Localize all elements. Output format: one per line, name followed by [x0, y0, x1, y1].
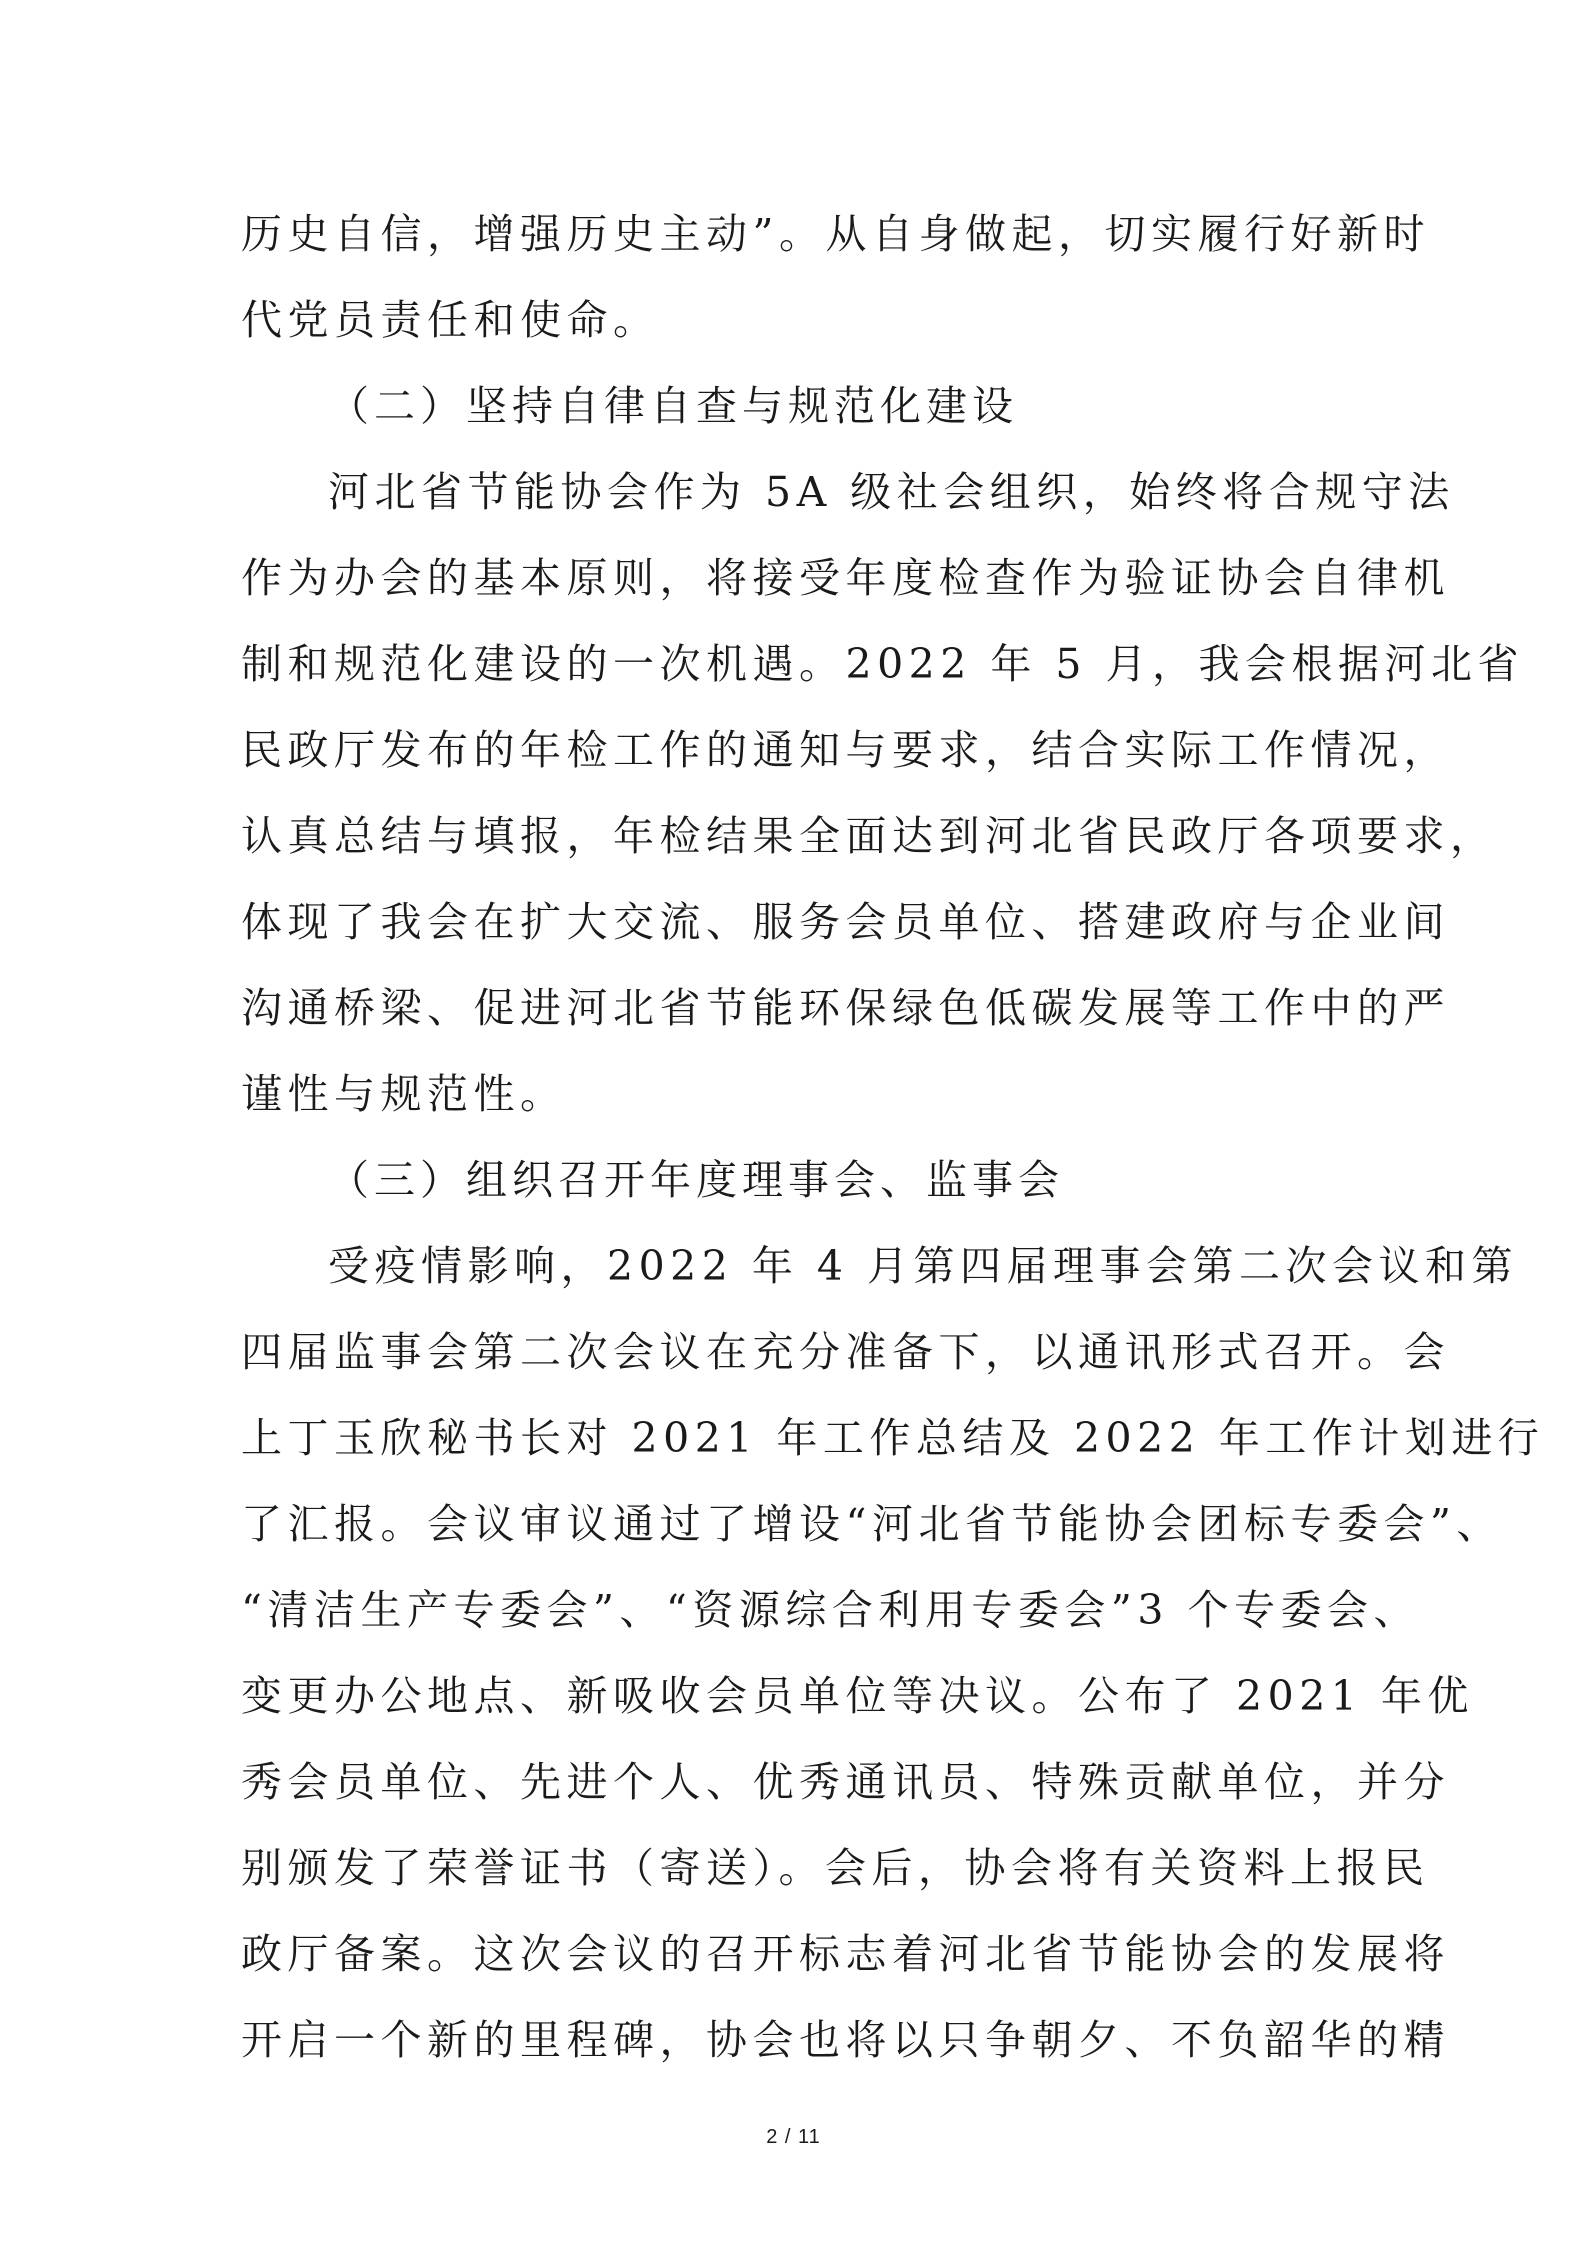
paragraph-line: 了汇报。会议审议通过了增设“河北省节能协会团标专委会”、 — [241, 1500, 1503, 1548]
paragraph-line: 受疫情影响，2022 年 4 月第四届理事会第二次会议和第 — [328, 1242, 1519, 1290]
paragraph-line: 制和规范化建设的一次机遇。2022 年 5 月，我会根据河北省 — [241, 640, 1525, 688]
paragraph-line: 秀会员单位、先进个人、优秀通讯员、特殊贡献单位，并分 — [241, 1758, 1450, 1806]
paragraph-line: 河北省节能协会作为 5A 级社会组织，始终将合规守法 — [328, 468, 1455, 516]
paragraph-line: 沟通桥梁、促进河北省节能环保绿色低碳发展等工作中的严 — [241, 984, 1450, 1032]
paragraph-line: 历史自信，增强历史主动”。从自身做起，切实履行好新时 — [241, 210, 1430, 258]
paragraph-line: 政厅备案。这次会议的召开标志着河北省节能协会的发展将 — [241, 1930, 1450, 1978]
paragraph-line: “清洁生产专委会”、“资源综合利用专委会”3 个专委会、 — [241, 1586, 1420, 1634]
paragraph-line: 开启一个新的里程碑，协会也将以只争朝夕、不负韶华的精 — [241, 2016, 1450, 2064]
paragraph-line: 认真总结与填报，年检结果全面达到河北省民政厅各项要求， — [241, 812, 1497, 860]
paragraph-line: 体现了我会在扩大交流、服务会员单位、搭建政府与企业间 — [241, 898, 1450, 946]
paragraph-line: 变更办公地点、新吸收会员单位等决议。公布了 2021 年优 — [241, 1672, 1474, 1720]
section-heading-2: （二）坚持自律自查与规范化建设 — [328, 382, 1018, 430]
paragraph-line: 别颁发了荣誉证书（寄送）。会后，协会将有关资料上报民 — [241, 1844, 1430, 1892]
section-heading-3: （三）组织召开年度理事会、监事会 — [328, 1156, 1064, 1204]
paragraph-line: 上丁玉欣秘书长对 2021 年工作总结及 2022 年工作计划进行 — [241, 1414, 1545, 1462]
paragraph-line: 代党员责任和使命。 — [241, 296, 660, 344]
paragraph-line: 民政厅发布的年检工作的通知与要求，结合实际工作情况， — [241, 726, 1450, 774]
paragraph-line: 四届监事会第二次会议在充分准备下，以通讯形式召开。会 — [241, 1328, 1450, 1376]
page-number: 2 / 11 — [766, 2126, 821, 2148]
paragraph-line: 作为办会的基本原则，将接受年度检查作为验证协会自律机 — [241, 554, 1450, 602]
paragraph-line: 谨性与规范性。 — [241, 1070, 567, 1118]
